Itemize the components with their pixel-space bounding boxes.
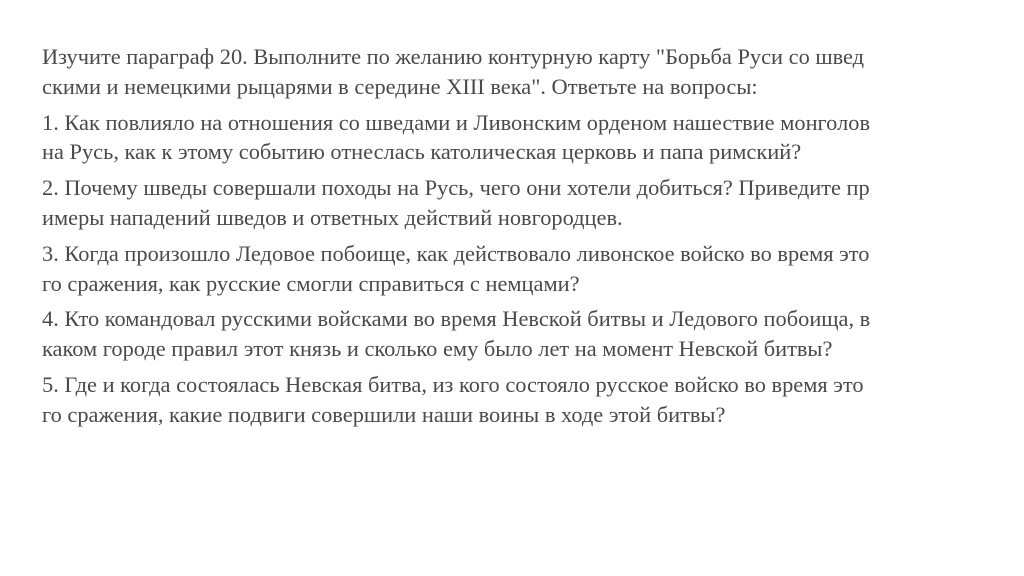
question-line: 5. Где и когда состоялась Невская битва, из кого состояло русское войско во время это — [42, 371, 864, 397]
question-line: 3. Когда произошло Ледовое побоище, как действовало ливонское войско во время это — [42, 240, 870, 266]
question-3 — [42, 239, 1002, 299]
intro-paragraph — [42, 42, 1002, 102]
question-line: го сражения, как русские смогли справиться с немцами? — [42, 270, 580, 296]
question-5 — [42, 370, 1002, 430]
question-line: го сражения, какие подвиги совершили наши воины в ходе этой битвы? — [42, 401, 726, 427]
question-line: 1. Как повлияло на отношения со шведами и Ливонским орденом нашествие монголов — [42, 109, 871, 135]
question-line: каком городе правил этот князь и сколько ему было лет на момент Невской битвы? — [42, 336, 833, 362]
question-line: 4. Кто командовал русскими войсками во время Невской битвы и Ледового побоища, в — [42, 306, 871, 332]
question-4 — [42, 304, 1002, 364]
slide-body — [42, 42, 1002, 436]
question-1 — [42, 108, 1002, 168]
question-line: на Русь, как к этому событию отнеслась католическая церковь и папа римский? — [42, 139, 802, 165]
question-line: 2. Почему шведы совершали походы на Русь, чего они хотели добиться? Приведите пр — [42, 175, 870, 201]
intro-line: скими и немецкими рыцарями в середине XIII века". Ответьте на вопросы: — [42, 73, 758, 99]
intro-line: Изучите параграф 20. Выполните по желанию контурную карту "Борьба Руси со швед — [42, 44, 865, 69]
question-2 — [42, 173, 1002, 233]
question-line: имеры нападений шведов и ответных действий новгородцев. — [42, 204, 623, 230]
